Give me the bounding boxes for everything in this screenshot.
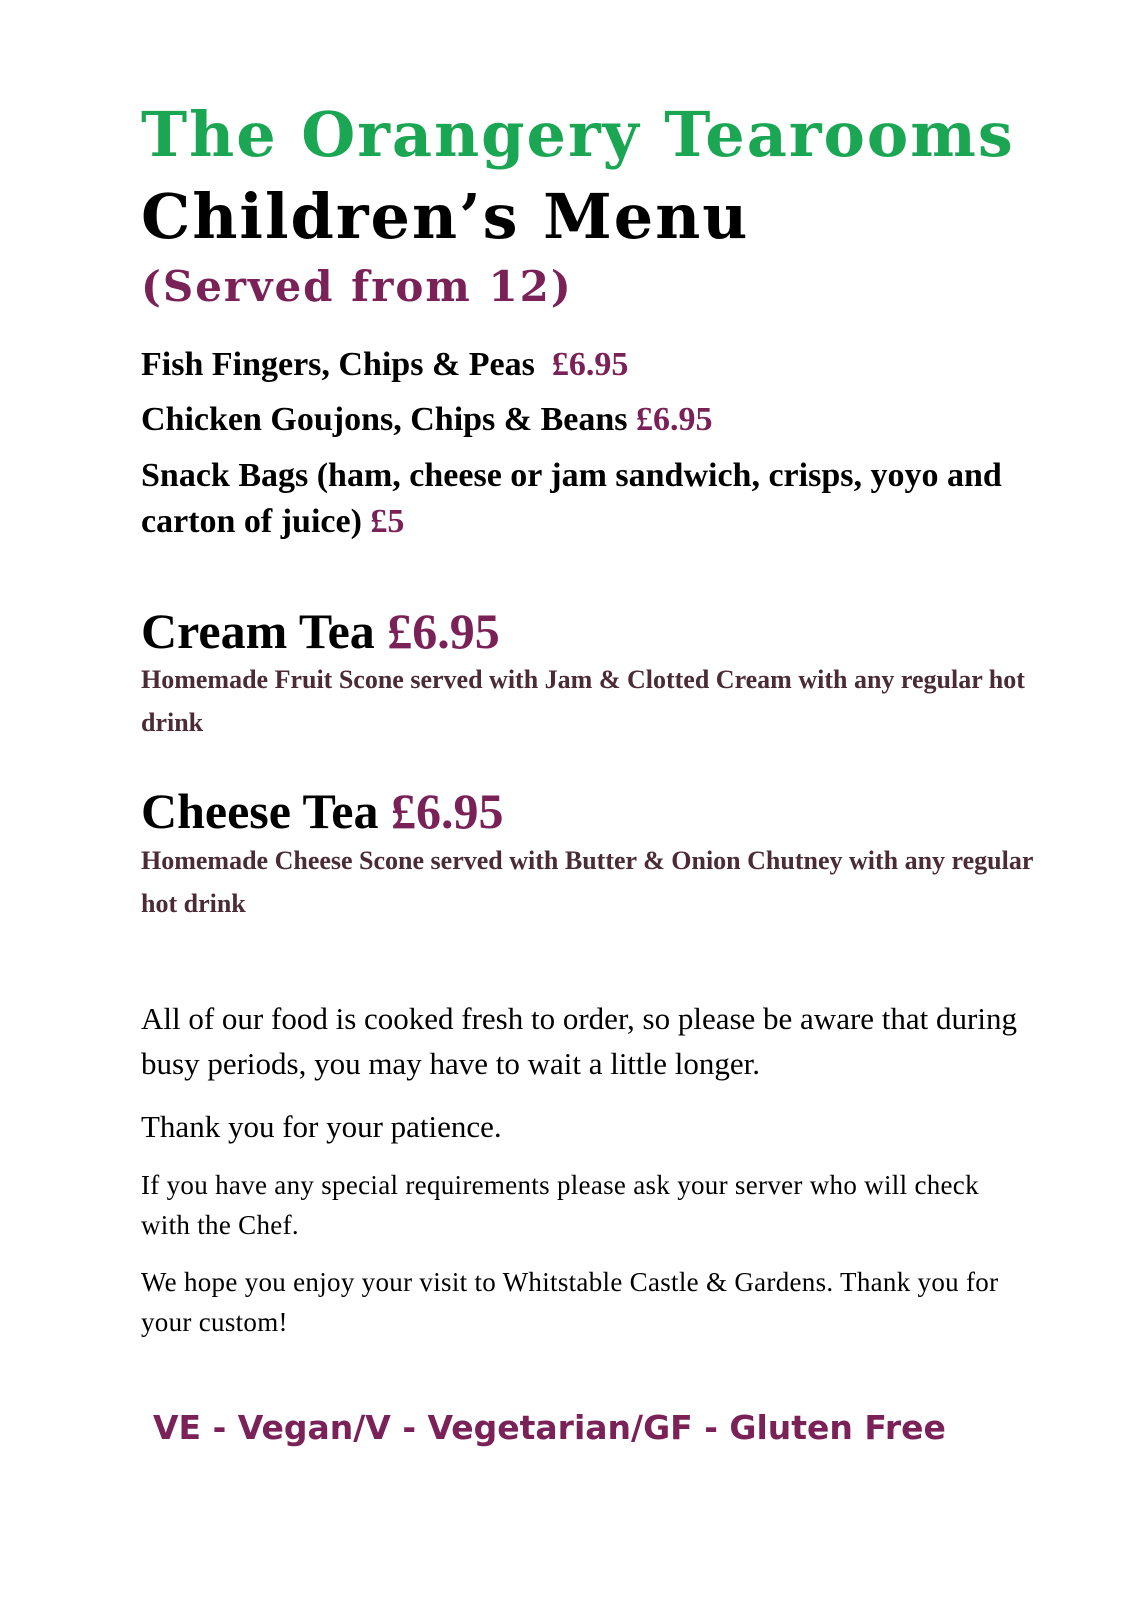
menu-item-name: Fish Fingers, Chips & Peas: [141, 346, 535, 383]
cream-tea-heading: [141, 603, 500, 659]
menu-item-price: £5: [370, 503, 405, 540]
tea-price: £6.95: [391, 783, 504, 839]
visit-note: We hope you enjoy your visit to Whitstable Castle & Gardens. Thank you for your custom!: [141, 1267, 999, 1337]
fresh-food-notice: All of our food is cooked fresh to order, so please be aware that during busy periods, you may have to wait a little longer.: [141, 1001, 1017, 1081]
menu-item-price: £6.95: [551, 346, 629, 383]
menu-item-snack-bags: [141, 453, 1041, 545]
venue-title: The Orangery Tearooms: [141, 98, 1015, 171]
menu-title: Children’s Menu: [141, 180, 750, 253]
menu-item-fish-fingers: [141, 342, 1041, 388]
menu-item-chicken-goujons: [141, 397, 1041, 443]
served-from-note: (Served from 12): [141, 262, 573, 311]
menu-item-name: Snack Bags (ham, cheese or jam sandwich, crisps, yoyo and carton of juice): [141, 457, 1002, 540]
cheese-tea-description: Homemade Cheese Scone served with Butter & Onion Chutney with any regular hot drink: [141, 846, 1033, 918]
thank-you-note: Thank you for your patience.: [141, 1109, 502, 1144]
tea-name: Cream Tea: [141, 603, 375, 659]
menu-item-price: £6.95: [636, 401, 713, 438]
dietary-key: VE - Vegan/V - Vegetarian/GF - Gluten Free: [153, 1408, 946, 1447]
special-requirements-note: If you have any special requirements please ask your server who will check with the Chef.: [141, 1170, 979, 1240]
cream-tea-description: Homemade Fruit Scone served with Jam & Clotted Cream with any regular hot drink: [141, 665, 1025, 737]
cheese-tea-heading: [141, 783, 504, 839]
tea-name: Cheese Tea: [141, 783, 379, 839]
menu-item-name: Chicken Goujons, Chips & Beans: [141, 401, 628, 438]
tea-price: £6.95: [387, 603, 500, 659]
